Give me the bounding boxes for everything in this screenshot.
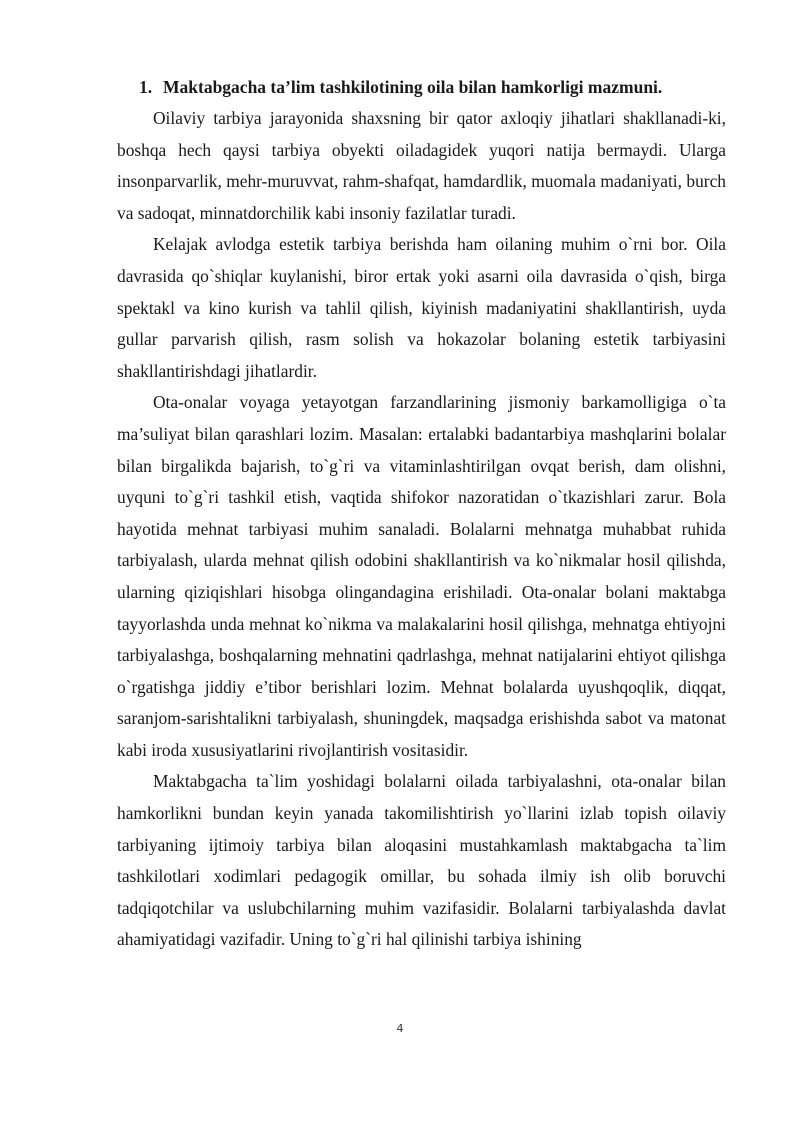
- section-number: 1.: [139, 77, 153, 97]
- section-title: Maktabgacha ta’lim tashkilotining oila bilan hamkorligi mazmuni.: [163, 77, 663, 97]
- paragraph-4: Maktabgacha ta`lim yoshidagi bolalarni oilada tarbiyalashni, ota-onalar bilan hamkorlikni bundan keyin yanada takomilishtirish yo`llarini izlab topish oilaviy tarbiyaning ijtimoiy tarbiya bilan aloqasini mustahkamlash maktabgacha ta`lim tashkilotlari xodimlari pedagogik omillar, bu sohada ilmiy ish olib boruvchi tadqiqotchilar va uslubchilarning muhim vazifasidir. Bolalarni tarbiyalashda davlat ahamiyatidagi vazifadir. Uning to`g`ri hal qilinishi tarbiya ishining: [117, 771, 726, 950]
- paragraph-1: Oilaviy tarbiya jarayonida shaxsning bir qator axloqiy jihatlari shakllanadi-ki, boshqa hech qaysi tarbiya obyekti oiladagidek yuqori natija bermaydi. Ularga insonparvarlik, mehr-muruvvat, rahm-shafqat, hamdardlik, muomala madaniyati, burch va sadoqat, minnatdorchilik kabi insoniy fazilatlar turadi.: [117, 108, 726, 223]
- section-heading: [117, 72, 726, 103]
- paragraph-2: Kelajak avlodga estetik tarbiya berishda ham oilaning muhim o`rni bor. Oila davrasida qo`shiqlar kuylanishi, biror ertak yoki asarni oila davrasida o`qish, birga spektakl va kino kurish va tahlil qilish, kiyinish madaniyatini shakllantirish, uyda gullar parvarish qilish, rasm solish va hokazolar bolaning estetik tarbiyasini shakllantirishdagi jihatlardir.: [117, 234, 726, 381]
- document-page: [117, 72, 726, 956]
- paragraph-3: Ota-onalar voyaga yetayotgan farzandlarining jismoniy barkamolligiga o`ta ma’suliyat bilan qarashlari lozim. Masalan: ertalabki badantarbiya mashqlarini bolalar bilan birgalikda bajarish, to`g`ri va vitaminlashtirilgan ovqat berish, dam olishni, uyquni to`g`ri tashkil etish, vaqtida shifokor nazoratidan o`tkazishlari zarur. Bola hayotida mehnat tarbiyasi muhim sanaladi. Bolalarni mehnatga muhabbat ruhida tarbiyalash, ularda mehnat qilish odobini shakllantirish va ko`nikmalar hosil qilishda, ularning qiziqishlari hisobga olingandagina erishiladi. Ota-onalar bolani maktabga tayyorlashda unda mehnat ko`nikma va malakalarini hosil qilishga, mehnatga ehtiyojni tarbiyalashga, boshqalarning mehnatini qadrlashga, mehnat natijalarini ehtiyot qilishga o`rgatishga jiddiy e’tibor berishlari lozim. Mehnat bolalarda uyushqoqlik, diqqat, saranjom-sarishtalikni tarbiyalash, shuningdek, maqsadga erishishda sabot va matonat kabi iroda xususiyatlarini rivojlantirish vositasidir.: [117, 392, 726, 760]
- page-number: 4: [396, 1022, 404, 1035]
